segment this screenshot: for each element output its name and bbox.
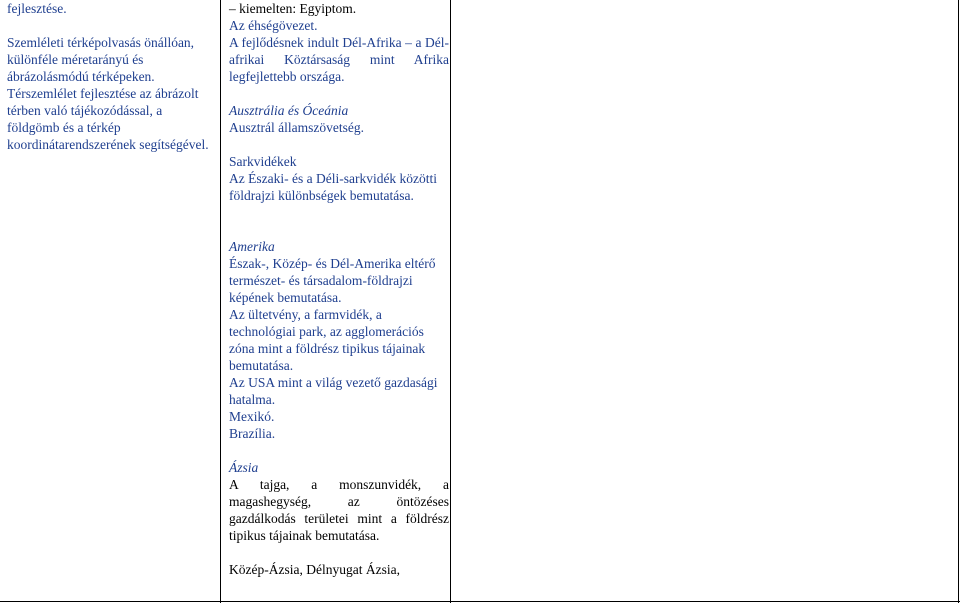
section-text-asia: A tajga, a monszunvidék, a magashegység, az öntözéses gazdálkodás területei mint a földrész tipikus tájainak bemutatása. (229, 477, 449, 543)
column-goals (7, 0, 215, 153)
text-line: Közép-Ázsia, Délnyugat Ázsia, (229, 562, 400, 577)
column-content (229, 0, 449, 578)
text-line: – kiemelten: Egyiptom. (229, 1, 357, 16)
section-heading-asia: Ázsia (229, 460, 259, 475)
section-text-america: Az USA mint a világ vezető gazdasági hatalma. (229, 375, 438, 407)
paragraph-south-africa: A fejlődésnek indult Dél-Afrika – a Dél-afrikai Köztársaság mint Afrika legfejlettebb országa. (229, 35, 449, 84)
paragraph-map-reading: Szemléleti térképolvasás önállóan, különféle méretarányú és ábrázolásmódú térképeken. (7, 35, 195, 84)
section-text-america: Az ültetvény, a farmvidék, a technológiai park, az agglomerációs zóna mint a földrész tipikus tájainak bemutatása. (229, 307, 426, 373)
section-text-america: Észak-, Közép- és Dél-Amerika eltérő természet- és társadalom-földrajzi képének bemutatása. (229, 256, 436, 305)
paragraph-spatial-vision: Térszemlélet fejlesztése az ábrázolt térben való tájékozódással, a földgömb és a térkép koordinátarendszerének segítségével. (7, 86, 209, 152)
section-text-america: Mexikó. (229, 409, 275, 424)
table-bottom-border (0, 601, 960, 602)
column-divider-1 (220, 0, 221, 603)
section-text-america: Brazília. (229, 426, 276, 441)
section-text-australia: Ausztrál államszövetség. (229, 120, 364, 135)
section-text-polar: Az Északi- és a Déli-sarkvidék közötti földrajzi különbségek bemutatása. (229, 171, 438, 203)
text-line: Az éhségövezet. (229, 18, 318, 33)
text-line: fejlesztése. (7, 1, 67, 16)
column-divider-2 (450, 0, 451, 603)
section-heading-australia: Ausztrália és Óceánia (229, 103, 349, 118)
section-heading-america: Amerika (229, 239, 275, 254)
section-heading-polar: Sarkvidékek (229, 154, 297, 169)
table-right-border (958, 0, 959, 603)
